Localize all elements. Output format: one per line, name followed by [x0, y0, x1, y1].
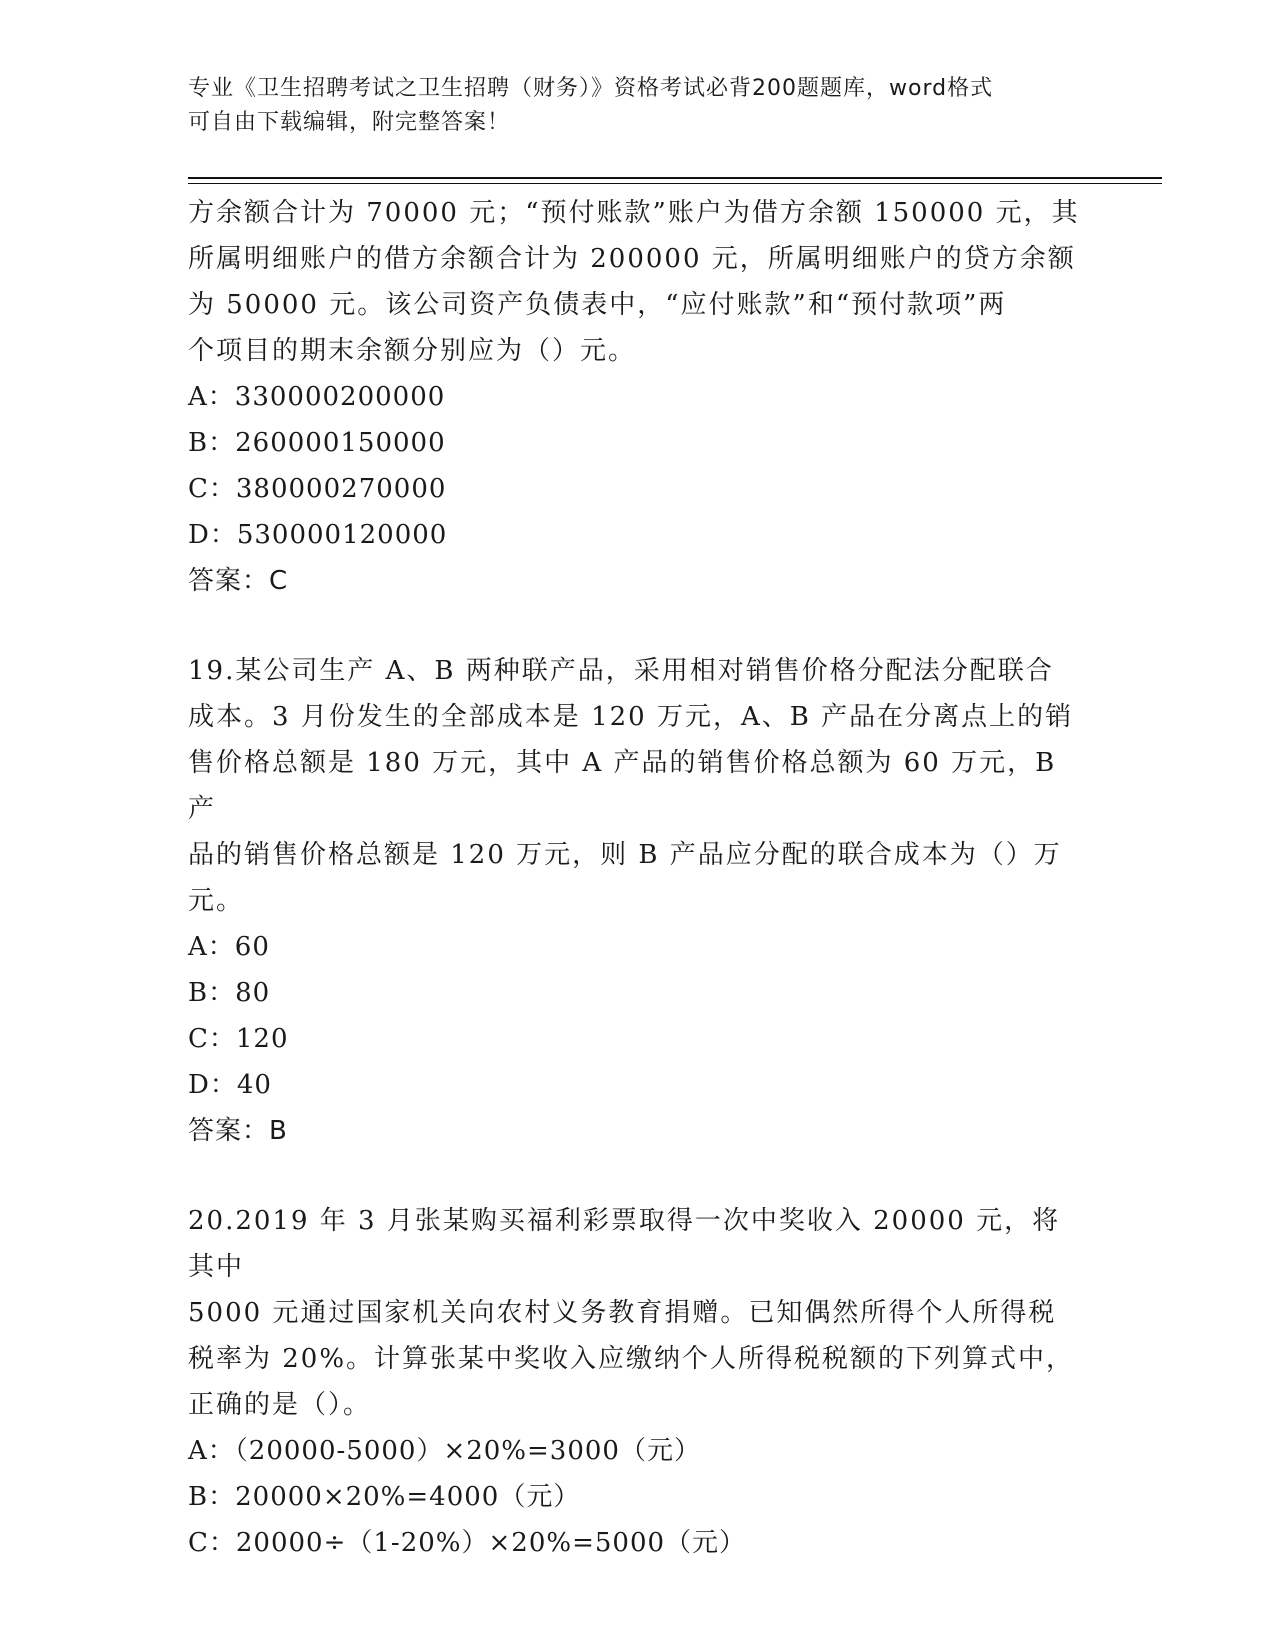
question-text-line: 20.2019 年 3 月张某购买福利彩票取得一次中奖收入 20000 元，将其中 — [188, 1206, 1061, 1282]
document-body — [188, 190, 1088, 1566]
question-text-line: 19.某公司生产 A、B 两种联产品，采用相对销售价格分配法分配联合 — [188, 656, 1054, 686]
question-text-line: 正确的是（）。 — [188, 1390, 372, 1420]
question-20 — [188, 1198, 1088, 1566]
question-text-line: 税率为 20%。计算张某中奖收入应缴纳个人所得税税额的下列算式中， — [188, 1344, 1075, 1374]
option-a: A：（20000-5000）×20%=3000（元） — [188, 1436, 701, 1466]
question-text-line: 成本。3 月份发生的全部成本是 120 万元，A、B 产品在分离点上的销 — [188, 702, 1074, 732]
question-19 — [188, 648, 1088, 1154]
option-a: A：60 — [188, 932, 270, 962]
question-18-continuation — [188, 190, 1088, 604]
spacer — [188, 604, 1088, 648]
question-text-line: 个项目的期末余额分别应为（）元。 — [188, 336, 637, 366]
question-text-line: 售价格总额是 180 万元，其中 A 产品的销售价格总额为 60 万元，B 产 — [188, 748, 1067, 824]
answer-line: 答案：B — [188, 1116, 288, 1146]
option-b: B：260000150000 — [188, 428, 446, 458]
question-text-line: 为 50000 元。该公司资产负债表中，“应付账款”和“预付款项”两 — [188, 290, 1007, 320]
answer-line: 答案：C — [188, 566, 289, 596]
question-text-line: 所属明细账户的借方余额合计为 200000 元，所属明细账户的贷方余额 — [188, 244, 1076, 274]
option-c: C：380000270000 — [188, 474, 447, 504]
option-a: A：330000200000 — [188, 382, 446, 412]
question-text-line: 5000 元通过国家机关向农村义务教育捐赠。已知偶然所得个人所得税 — [188, 1298, 1057, 1328]
page-header — [188, 72, 1088, 140]
spacer — [188, 1154, 1088, 1198]
option-c: C：20000÷（1-20%）×20%=5000（元） — [188, 1528, 747, 1558]
header-line-1: 专业《卫生招聘考试之卫生招聘（财务）》资格考试必背200题题库，word格式 — [188, 76, 994, 101]
option-d: D：40 — [188, 1070, 272, 1100]
question-text-line: 品的销售价格总额是 120 万元，则 B 产品应分配的联合成本为（）万 — [188, 840, 1062, 870]
option-d: D：530000120000 — [188, 520, 448, 550]
header-divider-thin — [188, 183, 1162, 184]
header-line-2: 可自由下载编辑，附完整答案！ — [188, 110, 511, 135]
header-divider-thick — [188, 177, 1162, 179]
question-text-line: 元。 — [188, 886, 245, 916]
option-b: B：80 — [188, 978, 271, 1008]
option-c: C：120 — [188, 1024, 289, 1054]
question-text-line: 方余额合计为 70000 元；“预付账款”账户为借方余额 150000 元，其 — [188, 198, 1080, 228]
option-b: B：20000×20%=4000（元） — [188, 1482, 581, 1512]
